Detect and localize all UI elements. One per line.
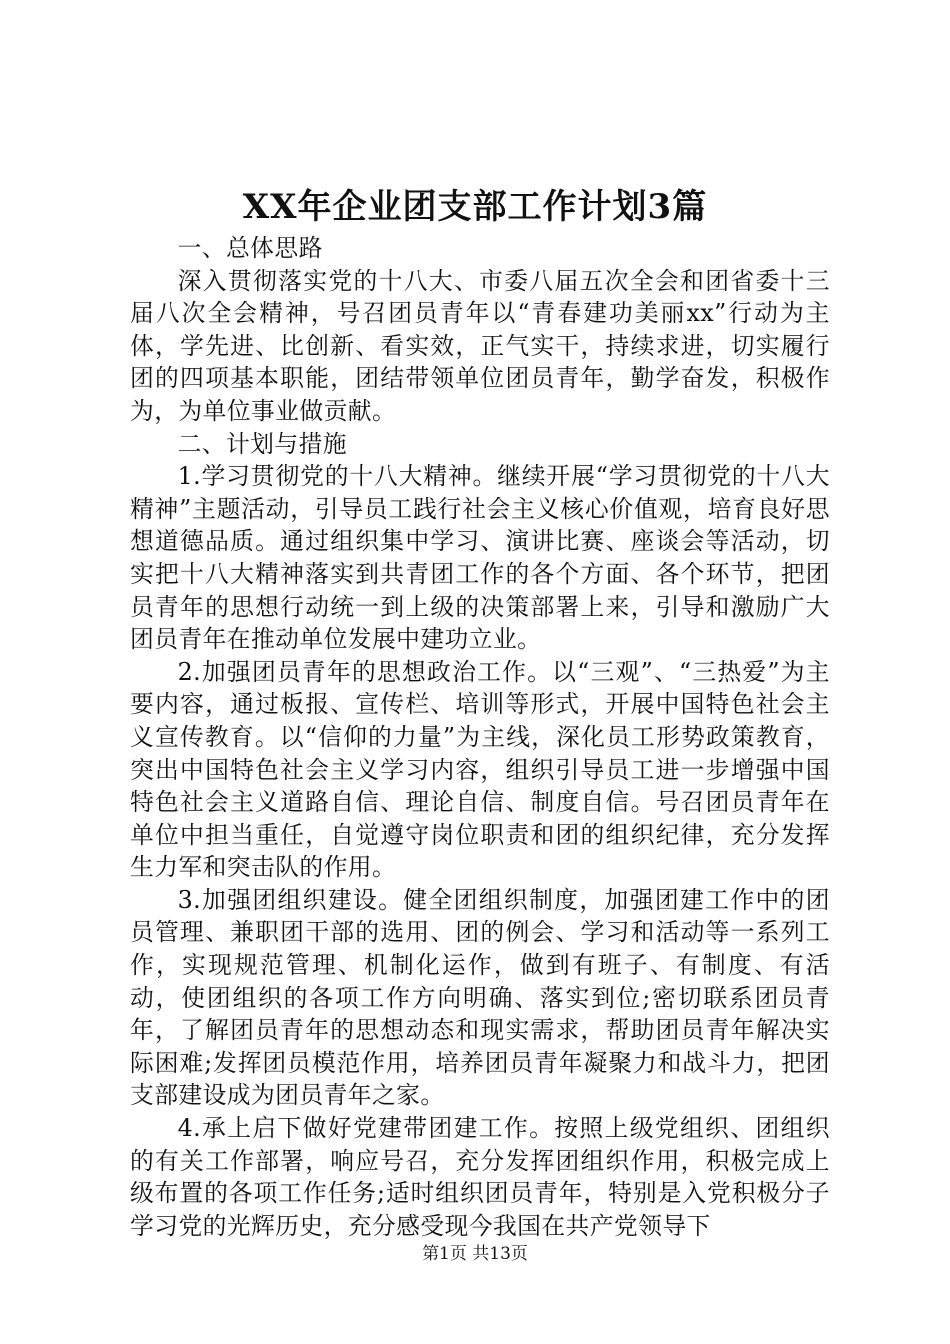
paragraph-item-1: 1.学习贯彻党的十八大精神。继续开展“学习贯彻党的十八大精神”主题活动，引导员工践行社会主义核心价值观，培育良好思想道德品质。通过组织集中学习、演讲比赛、座谈会等活动，切实把十八大精神落实到共青团工作的各个方面、各个环节，把团员青年的思想行动统一到上级的决策部署上来，引导和激励广大团员青年在推动单位发展中建功立业。 [130, 462, 830, 654]
page-number-footer: 第1页 共13页 [422, 1244, 528, 1264]
section-heading-plans-measures: 二、计划与措施 [177, 429, 347, 458]
paragraph-item-4: 4.承上启下做好党建带团建工作。按照上级党组织、团组织的有关工作部署，响应号召，充分发挥团组织作用，积极完成上级布置的各项工作任务;适时组织团员青年，特别是入党积极分子学习党的光辉历史，充分感受现今我国在共产党领导下 [130, 1114, 830, 1240]
paragraph-item-3: 3.加强团组织建设。健全团组织制度，加强团建工作中的团员管理、兼职团干部的选用、团的例会、学习和活动等一系列工作，实现规范管理、机制化运作，做到有班子、有制度、有活动，使团组织的各项工作方向明确、落实到位;密切联系团员青年，了解团员青年的思想动态和现实需求，帮助团员青年解决实际困难;发挥团员模范作用，培养团员青年凝聚力和战斗力，把团支部建设成为团员青年之家。 [130, 885, 830, 1110]
paragraph-item-2: 2.加强团员青年的思想政治工作。以“三观”、“三热爱”为主要内容，通过板报、宣传栏、培训等形式，开展中国特色社会主义宣传教育。以“信仰的力量”为主线，深化员工形势政策教育，突出中国特色社会主义学习内容，组织引导员工进一步增强中国特色社会主义道路自信、理论自信、制度自信。号召团员青年在单位中担当重任，自觉遵守岗位职责和团的组织纪律，充分发挥生力军和突击队的作用。 [130, 657, 830, 882]
document-body [130, 232, 830, 1242]
document-title: XX年企业团支部工作计划3篇 [242, 187, 708, 227]
paragraph-overall-thinking: 深入贯彻落实党的十八大、市委八届五次全会和团省委十三届八次全会精神，号召团员青年以“青春建功美丽xx”行动为主体，学先进、比创新、看实效，正气实干，持续求进，切实履行团的四项基本职能，团结带领单位团员青年，勤学奋发，积极作为，为单位事业做贡献。 [130, 266, 830, 425]
section-heading-overall-thinking: 一、总体思路 [177, 234, 323, 262]
